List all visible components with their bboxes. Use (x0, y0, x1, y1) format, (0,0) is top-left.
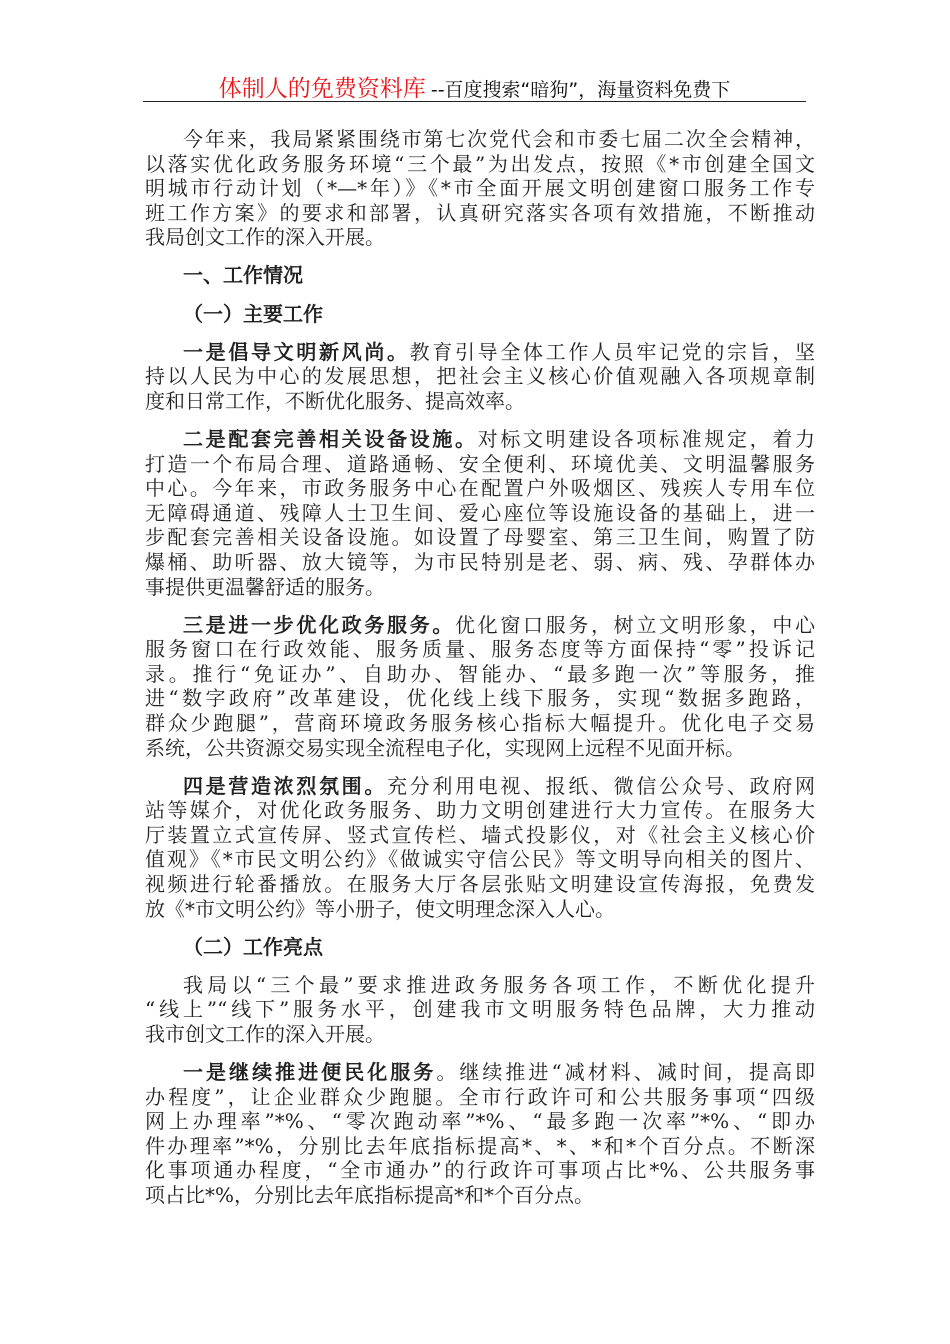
paragraph-lead: 二是配套完善相关设备设施。 (183, 426, 478, 451)
paragraph-line (145, 997, 815, 1022)
line-text: 系统，公共资源交易实现全流程电子化，实现网上远程不见面开标。 (145, 735, 745, 760)
line-text: 件办理率”*%，分别比去年底指标提高*、*、*和*个百分点。不断深 (145, 1133, 815, 1158)
paragraph-line (145, 1109, 815, 1134)
line-text: 无障碍通道、残障人士卫生间、爱心座位等设施设备的基础上，进一 (145, 500, 815, 525)
paragraph-line (145, 340, 815, 365)
paragraph-line (145, 452, 815, 477)
paragraph-lead: 一是继续推进便民化服务 (183, 1060, 437, 1085)
header-tagline: --百度搜索“暗狗”，海量资料免费下 (430, 79, 731, 101)
paragraph-line (145, 1022, 815, 1047)
line-text: 爆桶、助听器、放大镜等，为市民特别是老、弱、病、残、孕群体办 (145, 549, 815, 574)
paragraph-line (145, 711, 815, 736)
line-text: 值观》《*市民文明公约》《做诚实守信公民》等文明导向相关的图片、 (145, 847, 815, 872)
paragraph (145, 340, 815, 414)
paragraph-line (145, 662, 815, 687)
paragraph-line (145, 798, 815, 823)
paragraph-line (145, 575, 815, 600)
line-text: 充分利用电视、报纸、微信公众号、政府网 (387, 773, 815, 798)
line-text: 群众少跑腿”，营商环境政务服务核心指标大幅提升。优化电子交易 (145, 710, 815, 735)
paragraph-line (145, 389, 815, 414)
paragraph-line (145, 476, 815, 501)
paragraph (145, 127, 815, 250)
paragraph-line (145, 897, 815, 922)
paragraph-line (145, 637, 815, 662)
paragraph-line (145, 127, 815, 152)
paragraph-line (145, 225, 815, 250)
line-text: 视频进行轮番播放。在服务大厅各层张贴文明建设宣传海报，免费发 (145, 872, 815, 897)
line-text: 。继续推进“减材料、减时间，提高即 (436, 1060, 815, 1085)
paragraph (145, 973, 815, 1047)
line-text: 化事项通办程度，“全市通办”的行政许可事项占比*%、公共服务事 (145, 1158, 815, 1183)
line-text: 明城市行动计划（*—*年）》《*市全面开展文明创建窗口服务工作专 (145, 176, 815, 201)
line-text: 持以人民为中心的发展思想，把社会主义核心价值观融入各项规章制 (145, 364, 815, 389)
line-text: 以落实优化政务服务环境“三个最”为出发点，按照《*市创建全国文 (145, 151, 815, 176)
line-text: 我局创文工作的深入开展。 (145, 225, 385, 250)
line-text: 站等媒介，对优化政务服务、助力文明创建进行大力宣传。在服务大 (145, 798, 815, 823)
section-heading: 一、工作情况 (183, 263, 303, 288)
page-header (143, 70, 806, 102)
paragraph-line (145, 613, 815, 638)
line-text: 进“数字政府”改革建设，优化线上线下服务，实现“数据多跑路， (145, 686, 815, 711)
paragraph-line (145, 501, 815, 526)
paragraph-line (145, 1158, 815, 1183)
line-text: 对标文明建设各项标准规定，着力 (477, 426, 816, 451)
paragraph-line (145, 525, 815, 550)
paragraph-line (145, 686, 815, 711)
line-text: 录。推行“免证办”、自助办、智能办、“最多跑一次”等服务，推 (145, 661, 815, 686)
line-text: 厅装置立式宣传屏、竖式宣传栏、墙式投影仪，对《社会主义核心价 (145, 822, 815, 847)
header-brand: 体制人的免费资料库 (218, 76, 426, 102)
line-text: 班工作方案》的要求和部署，认真研究落实各项有效措施，不断推动 (145, 200, 815, 225)
paragraph-line (145, 364, 815, 389)
paragraph-line (145, 550, 815, 575)
line-text: 教育引导全体工作人员牢记党的宗旨，坚 (409, 339, 816, 364)
line-text: 步配套完善相关设备设施。如设置了母婴室、第三卫生间，购置了防 (145, 525, 815, 550)
paragraph-line (145, 736, 815, 761)
paragraph-lead: 一是倡导文明新风尚。 (183, 339, 410, 364)
paragraph-lead: 四是营造浓烈氛围。 (183, 773, 387, 798)
paragraph (145, 613, 815, 761)
paragraph-line (145, 774, 815, 799)
line-text: 放《*市文明公约》等小册子，使文明理念深入人心。 (145, 896, 615, 921)
line-text: 项占比*%，分别比去年底指标提高*和*个百分点。 (145, 1183, 595, 1208)
paragraph (145, 427, 815, 599)
line-text: 今年来，我局紧紧围绕市第七次党代会和市委七届二次全会精神， (183, 127, 815, 151)
paragraph-line (145, 1085, 815, 1110)
paragraph-line (145, 427, 815, 452)
paragraph-line (145, 1183, 815, 1208)
paragraph-line (145, 973, 815, 998)
line-text: 优化窗口服务，树立文明形象，中心 (455, 612, 815, 637)
line-text: 我局以“三个最”要求推进政务服务各项工作，不断优化提升 (183, 972, 815, 997)
line-text: 打造一个布局合理、道路通畅、安全便利、环境优美、文明温馨服务 (145, 451, 815, 476)
line-text: “线上”“线下”服务水平，创建我市文明服务特色品牌，大力推动 (145, 997, 815, 1022)
paragraph-line (145, 1060, 815, 1085)
section-heading: （一）主要工作 (183, 301, 323, 326)
line-text: 中心。今年来，市政务服务中心在配置户外吸烟区、残疾人专用车位 (145, 476, 815, 501)
paragraph-line (145, 176, 815, 201)
section-heading: （二）工作亮点 (183, 934, 323, 959)
line-text: 网上办理率”*%、“零次跑动率”*%、“最多跑一次率”*%、“即办 (145, 1109, 815, 1134)
paragraph-line (145, 201, 815, 226)
document-body (145, 127, 815, 1221)
line-text: 事提供更温馨舒适的服务。 (145, 574, 385, 599)
paragraph-line (145, 152, 815, 177)
line-text: 办程度”，让企业群众少跑腿。全市行政许可和公共服务事项“四级 (145, 1084, 815, 1109)
paragraph-line (145, 1134, 815, 1159)
paragraph-line (145, 872, 815, 897)
line-text: 服务窗口在行政效能、服务质量、服务态度等方面保持“零”投诉记 (145, 637, 815, 662)
paragraph-line (145, 823, 815, 848)
line-text: 我市创文工作的深入开展。 (145, 1022, 385, 1046)
paragraph-lead: 三是进一步优化政务服务。 (183, 612, 455, 637)
line-text: 度和日常工作，不断优化服务、提高效率。 (145, 388, 525, 413)
paragraph-line (145, 847, 815, 872)
paragraph (145, 774, 815, 922)
paragraph (145, 1060, 815, 1208)
